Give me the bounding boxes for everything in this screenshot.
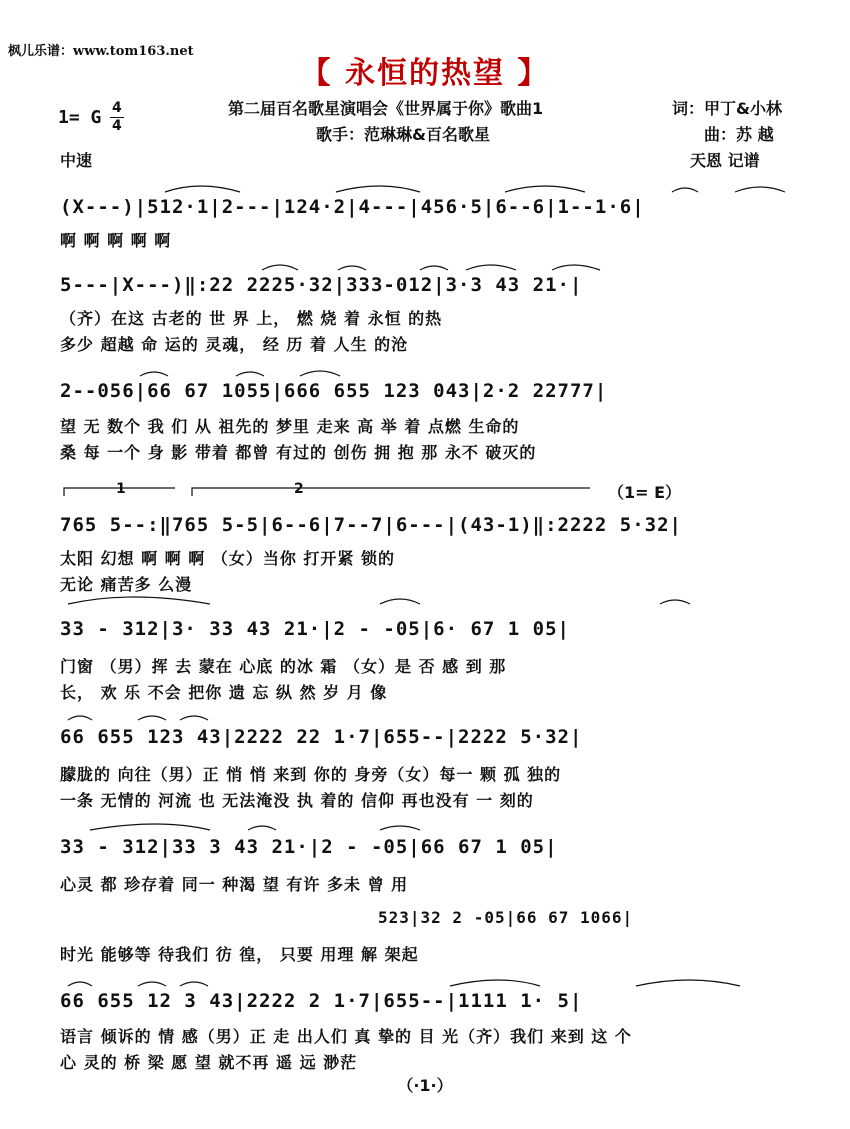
lyric-line-5b: 长， 欢 乐 不会 把你 遗 忘 纵 然 岁 月 像 — [60, 683, 388, 702]
lyricist: 词：甲丁&小林 — [672, 99, 782, 118]
notation-line-3: 2--056|66 67 1055|666 655 123 043|2·2 22777| — [60, 380, 608, 402]
lyric-line-7a: 心灵 都 珍存着 同一 种渴 望 有许 多未 曾 用 — [60, 875, 409, 894]
lyric-line-4a: 太阳 幻想 啊 啊 啊 （女）当你 打开紧 锁的 — [60, 549, 395, 568]
lyric-line-6a: 朦胧的 向往（男）正 悄 悄 来到 你的 身旁（女）每一 颗 孤 独的 — [60, 765, 562, 784]
time-signature-numerator: 4 — [112, 100, 122, 116]
lyric-line-9a: 语言 倾诉的 情 感（男）正 走 出人们 真 挚的 目 光（齐）我们 来到 这 个 — [60, 1027, 632, 1046]
volta-2-label: 2 — [294, 481, 304, 497]
page-number: （·1·） — [397, 1076, 453, 1095]
key-change: （1= E） — [608, 483, 682, 502]
key-signature: 1= G — [58, 107, 102, 128]
site-watermark: 枫儿乐谱：www.tom163.net — [8, 44, 194, 59]
notation-line-4: 765 5--:‖765 5-5|6--6|7--7|6---|(43-1)‖:2222 5·32| — [60, 514, 682, 536]
singer: 歌手：范琳琳&百名歌星 — [316, 125, 490, 144]
notation-line-6: 66 655 123 43|2222 22 1·7|655--|2222 5·32| — [60, 726, 583, 748]
lyric-line-3b: 桑 每 一个 身 影 带着 都曾 有过的 创伤 拥 抱 那 永不 破灭的 — [60, 443, 537, 462]
notation-line-2: 5---|X---)‖:22 2225·32|333-012|3·3 43 21·| — [60, 274, 583, 296]
notation-line-8: 523|32 2 -05|66 67 1066| — [378, 908, 634, 927]
volta-1-label: 1 — [116, 481, 126, 497]
lyric-line-2b: 多少 超越 命 运的 灵魂， 经 历 着 人生 的沧 — [60, 335, 409, 354]
lyric-line-3a: 望 无 数个 我 们 从 祖先的 梦里 走来 高 举 着 点燃 生命的 — [60, 417, 520, 436]
notation-line-5: 33 - 312|3· 33 43 21·|2 - -05|6· 67 1 05| — [60, 618, 570, 640]
subtitle: 第二届百名歌星演唱会《世界属于你》歌曲1 — [228, 99, 544, 118]
lyric-line-9b: 心 灵的 桥 梁 愿 望 就不再 遥 远 渺茫 — [60, 1053, 358, 1072]
lyric-line-4b: 无论 痛苦多 么漫 — [60, 575, 193, 594]
transcriber: 天恩 记谱 — [690, 151, 760, 170]
song-title: 【 永恒的热望 】 — [300, 56, 550, 91]
lyric-line-6b: 一条 无情的 河流 也 无法淹没 执 着的 信仰 再也没有 一 刻的 — [60, 791, 534, 810]
tempo: 中速 — [60, 151, 93, 170]
lyric-line-8a: 时光 能够等 待我们 彷 徨， 只要 用理 解 架起 — [60, 945, 419, 964]
lyric-line-1a: 啊 啊 啊 啊 啊 — [60, 231, 172, 250]
lyric-line-2a: （齐）在这 古老的 世 界 上， 燃 烧 着 永恒 的热 — [60, 309, 443, 328]
notation-line-9: 66 655 12 3 43|2222 2 1·7|655--|1111 1· 5| — [60, 990, 583, 1012]
notation-line-1: (X---)|512·1|2---|124·2|4---|456·5|6--6|1--1·6| — [60, 196, 645, 218]
composer: 曲：苏 越 — [704, 125, 774, 144]
time-signature-denominator: 4 — [112, 118, 122, 134]
lyric-line-5a: 门窗 （男）挥 去 蒙在 心底 的冰 霜 （女）是 否 感 到 那 — [60, 657, 507, 676]
notation-line-7: 33 - 312|33 3 43 21·|2 - -05|66 67 1 05| — [60, 836, 558, 858]
